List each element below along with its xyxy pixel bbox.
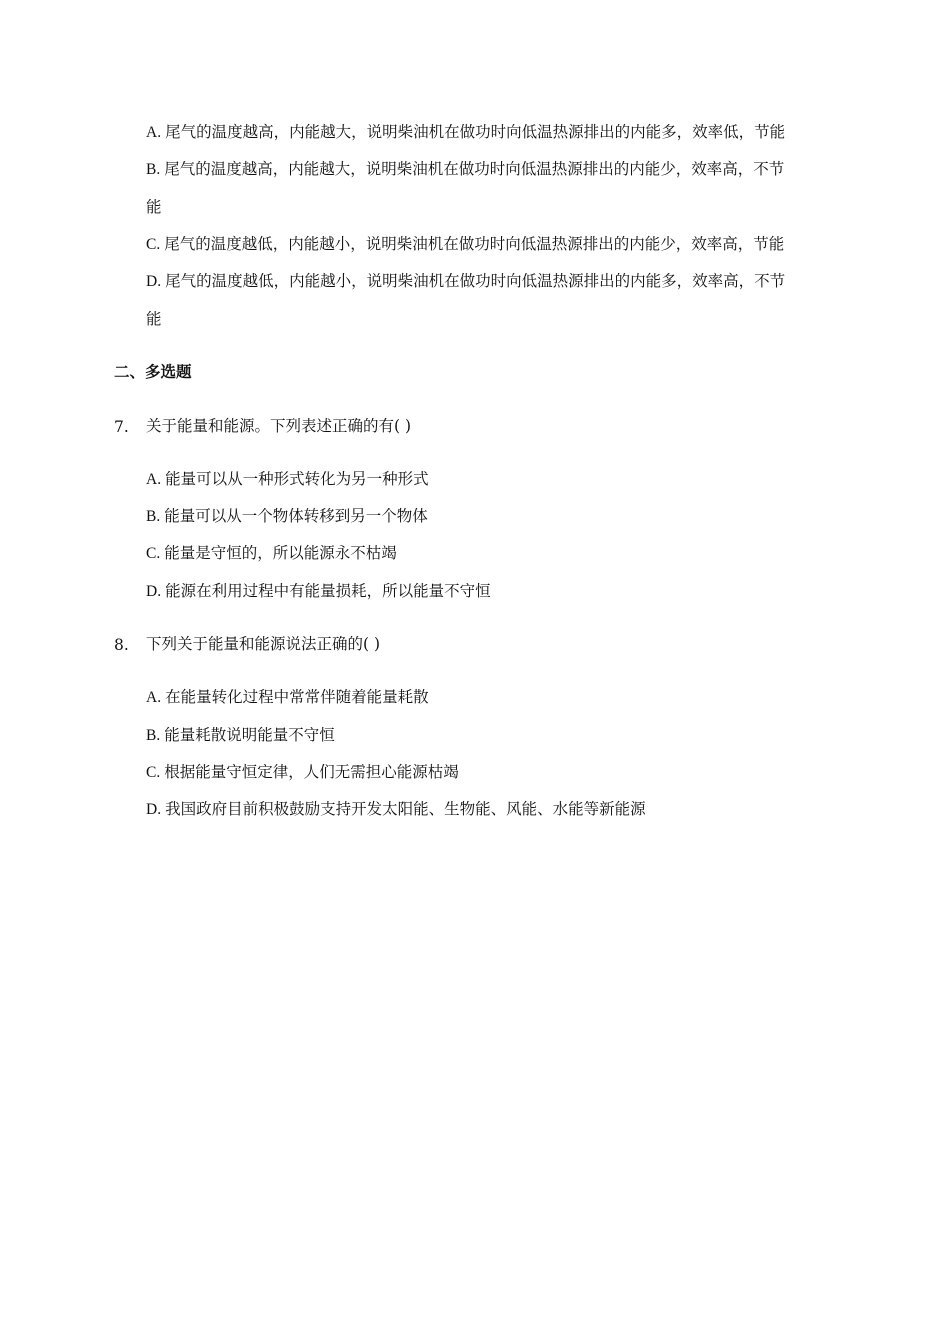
q7-option-d — [146, 581, 491, 602]
option-label: B. — [146, 727, 161, 744]
option-label: D. — [146, 273, 162, 290]
option-text: 尾气的温度越高，内能越大，说明柴油机在做功时向低温热源排出的内能多，效率低，节能 — [165, 123, 786, 141]
option-label: A. — [146, 689, 162, 706]
option-text: 我国政府目前积极鼓励支持开发太阳能、生物能、风能、水能等新能源 — [165, 800, 646, 818]
option-text: 尾气的温度越低，内能越小，说明柴油机在做功时向低温热源排出的内能少，效率高，节能 — [164, 235, 785, 253]
q7-option-b — [146, 506, 428, 527]
question-stem: 关于能量和能源。下列表述正确的有( ) — [146, 417, 412, 435]
option-text: 尾气的温度越高，内能越大，说明柴油机在做功时向低温热源排出的内能少，效率高，不节 — [164, 160, 785, 178]
option-label: C. — [146, 764, 161, 781]
option-text: 能源在利用过程中有能量损耗，所以能量不守恒 — [165, 582, 491, 600]
question-number: 7. — [114, 418, 129, 436]
q7-option-c — [146, 543, 397, 564]
prev-option-d — [146, 271, 785, 292]
option-text: 根据能量守恒定律，人们无需担心能源枯竭 — [164, 763, 459, 781]
prev-option-c — [146, 234, 784, 255]
q8-option-c — [146, 762, 459, 783]
prev-option-b — [146, 159, 784, 180]
option-text: 尾气的温度越低，内能越小，说明柴油机在做功时向低温热源排出的内能多，效率高，不节 — [165, 272, 786, 290]
option-label: B. — [146, 161, 161, 178]
option-label: A. — [146, 124, 162, 141]
q8-option-d — [146, 799, 646, 820]
option-text: 能量耗散说明能量不守恒 — [164, 726, 335, 744]
q7-option-a — [146, 469, 429, 490]
prev-option-b-continuation: 能 — [146, 198, 162, 216]
option-text: 能量可以从一种形式转化为另一种形式 — [165, 470, 429, 488]
option-label: B. — [146, 508, 161, 525]
question-number: 8. — [114, 636, 129, 654]
question-stem: 下列关于能量和能源说法正确的( ) — [146, 635, 381, 653]
prev-option-a — [146, 122, 785, 143]
q8-option-a — [146, 687, 429, 708]
option-label: A. — [146, 471, 162, 488]
q8-option-b — [146, 725, 335, 746]
option-label: C. — [146, 236, 161, 253]
option-text: 在能量转化过程中常常伴随着能量耗散 — [165, 688, 429, 706]
option-label: D. — [146, 801, 162, 818]
option-text: 能量可以从一个物体转移到另一个物体 — [164, 507, 428, 525]
option-label: C. — [146, 545, 161, 562]
option-text: 能量是守恒的，所以能源永不枯竭 — [164, 544, 397, 562]
option-label: D. — [146, 583, 162, 600]
section-title: 二、多选题 — [114, 362, 192, 381]
prev-option-d-continuation: 能 — [146, 310, 162, 328]
